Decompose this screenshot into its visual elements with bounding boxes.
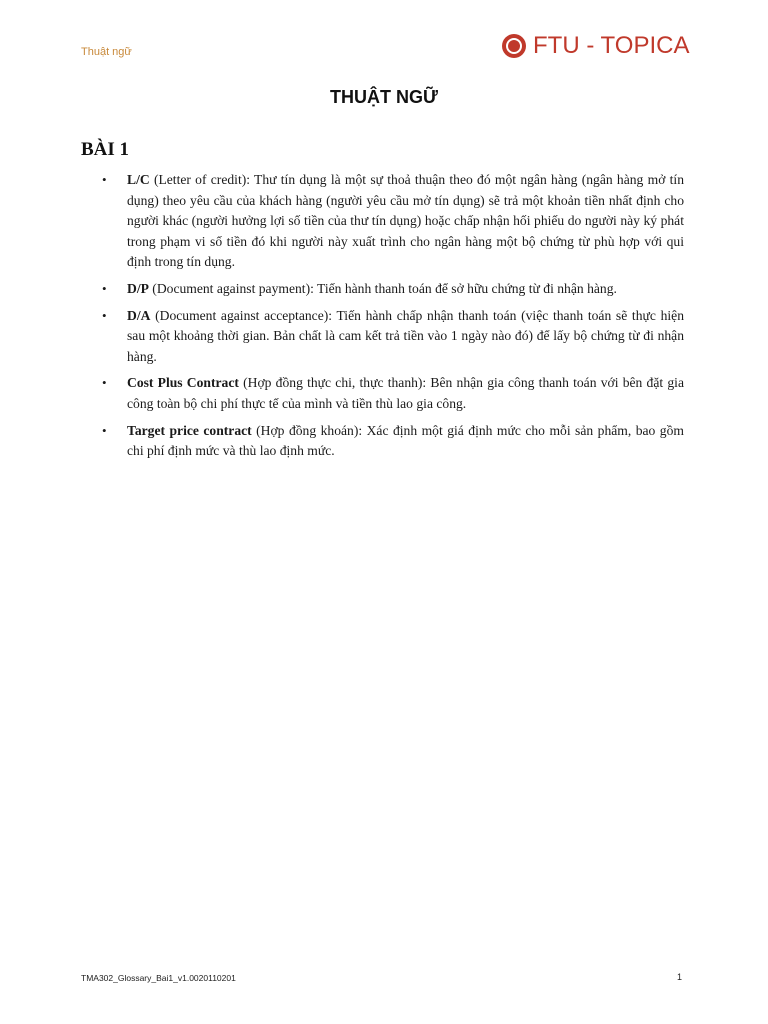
section-heading: BÀI 1 bbox=[81, 139, 130, 160]
term-name: D/P bbox=[127, 280, 149, 296]
ftu-seal-icon bbox=[502, 34, 526, 58]
term-definition: (Letter of credit): Thư tín dụng là một sự thoả thuận theo đó một ngân hàng (ngân hàng mở tín dụng) theo yêu cầu của khách hàng (người yêu cầu mở tín dụng) sẽ trả một khoản tiền nhất định cho người khác (người hưởng lợi số tiền của thư tín dụng) hoặc chấp nhận hối phiếu do người này ký phát trong phạm vi số tiền đó khi người này xuất trình cho ngân hàng một bộ chứng từ phù hợp với qui định trong tín dụng. bbox=[127, 172, 684, 270]
term-definition: (Document against acceptance): Tiến hành chấp nhận thanh toán (việc thanh toán sẽ thực hiện sau một khoảng thời gian. Bản chất là cam kết trả tiền vào 1 ngày nào đó) để lấy bộ chứng từ đi nhận hàng. bbox=[127, 307, 684, 364]
term-name: Target price contract bbox=[127, 422, 252, 438]
page-number: 1 bbox=[677, 972, 683, 982]
bullet-icon: • bbox=[102, 422, 107, 438]
page-title: THUẬT NGỮ bbox=[330, 87, 438, 107]
term-definition: (Document against payment): Tiến hành thanh toán để sở hữu chứng từ đi nhận hàng. bbox=[148, 280, 617, 296]
term-definition: (Hợp đồng thực chi, thực thanh): Bên nhận gia công thanh toán với bên đặt gia công toàn bộ chi phí thực tế của mình và tiền thù lao gia công. bbox=[127, 375, 684, 411]
brand-logo bbox=[502, 33, 689, 59]
term-name: Cost Plus Contract bbox=[127, 375, 239, 391]
list-item bbox=[102, 170, 684, 273]
glossary-list bbox=[102, 170, 684, 468]
logo-text: FTU - TOPICA bbox=[533, 32, 690, 59]
list-item bbox=[102, 279, 684, 300]
bullet-icon: • bbox=[102, 307, 107, 323]
list-item bbox=[102, 421, 684, 462]
term-definition: (Hợp đồng khoán): Xác định một giá định mức cho mỗi sản phẩm, bao gồm chi phí định mức và thù lao định mức. bbox=[127, 422, 684, 459]
list-item bbox=[102, 306, 684, 368]
bullet-icon: • bbox=[102, 375, 107, 391]
footer-document-code: TMA302_Glossary_Bai1_v1.0020110201 bbox=[81, 973, 236, 983]
bullet-icon: • bbox=[102, 280, 107, 296]
bullet-icon: • bbox=[102, 172, 107, 187]
header-label: Thuật ngữ bbox=[81, 46, 132, 58]
list-item bbox=[102, 373, 684, 414]
term-name: L/C bbox=[127, 172, 150, 187]
term-name: D/A bbox=[127, 307, 151, 323]
